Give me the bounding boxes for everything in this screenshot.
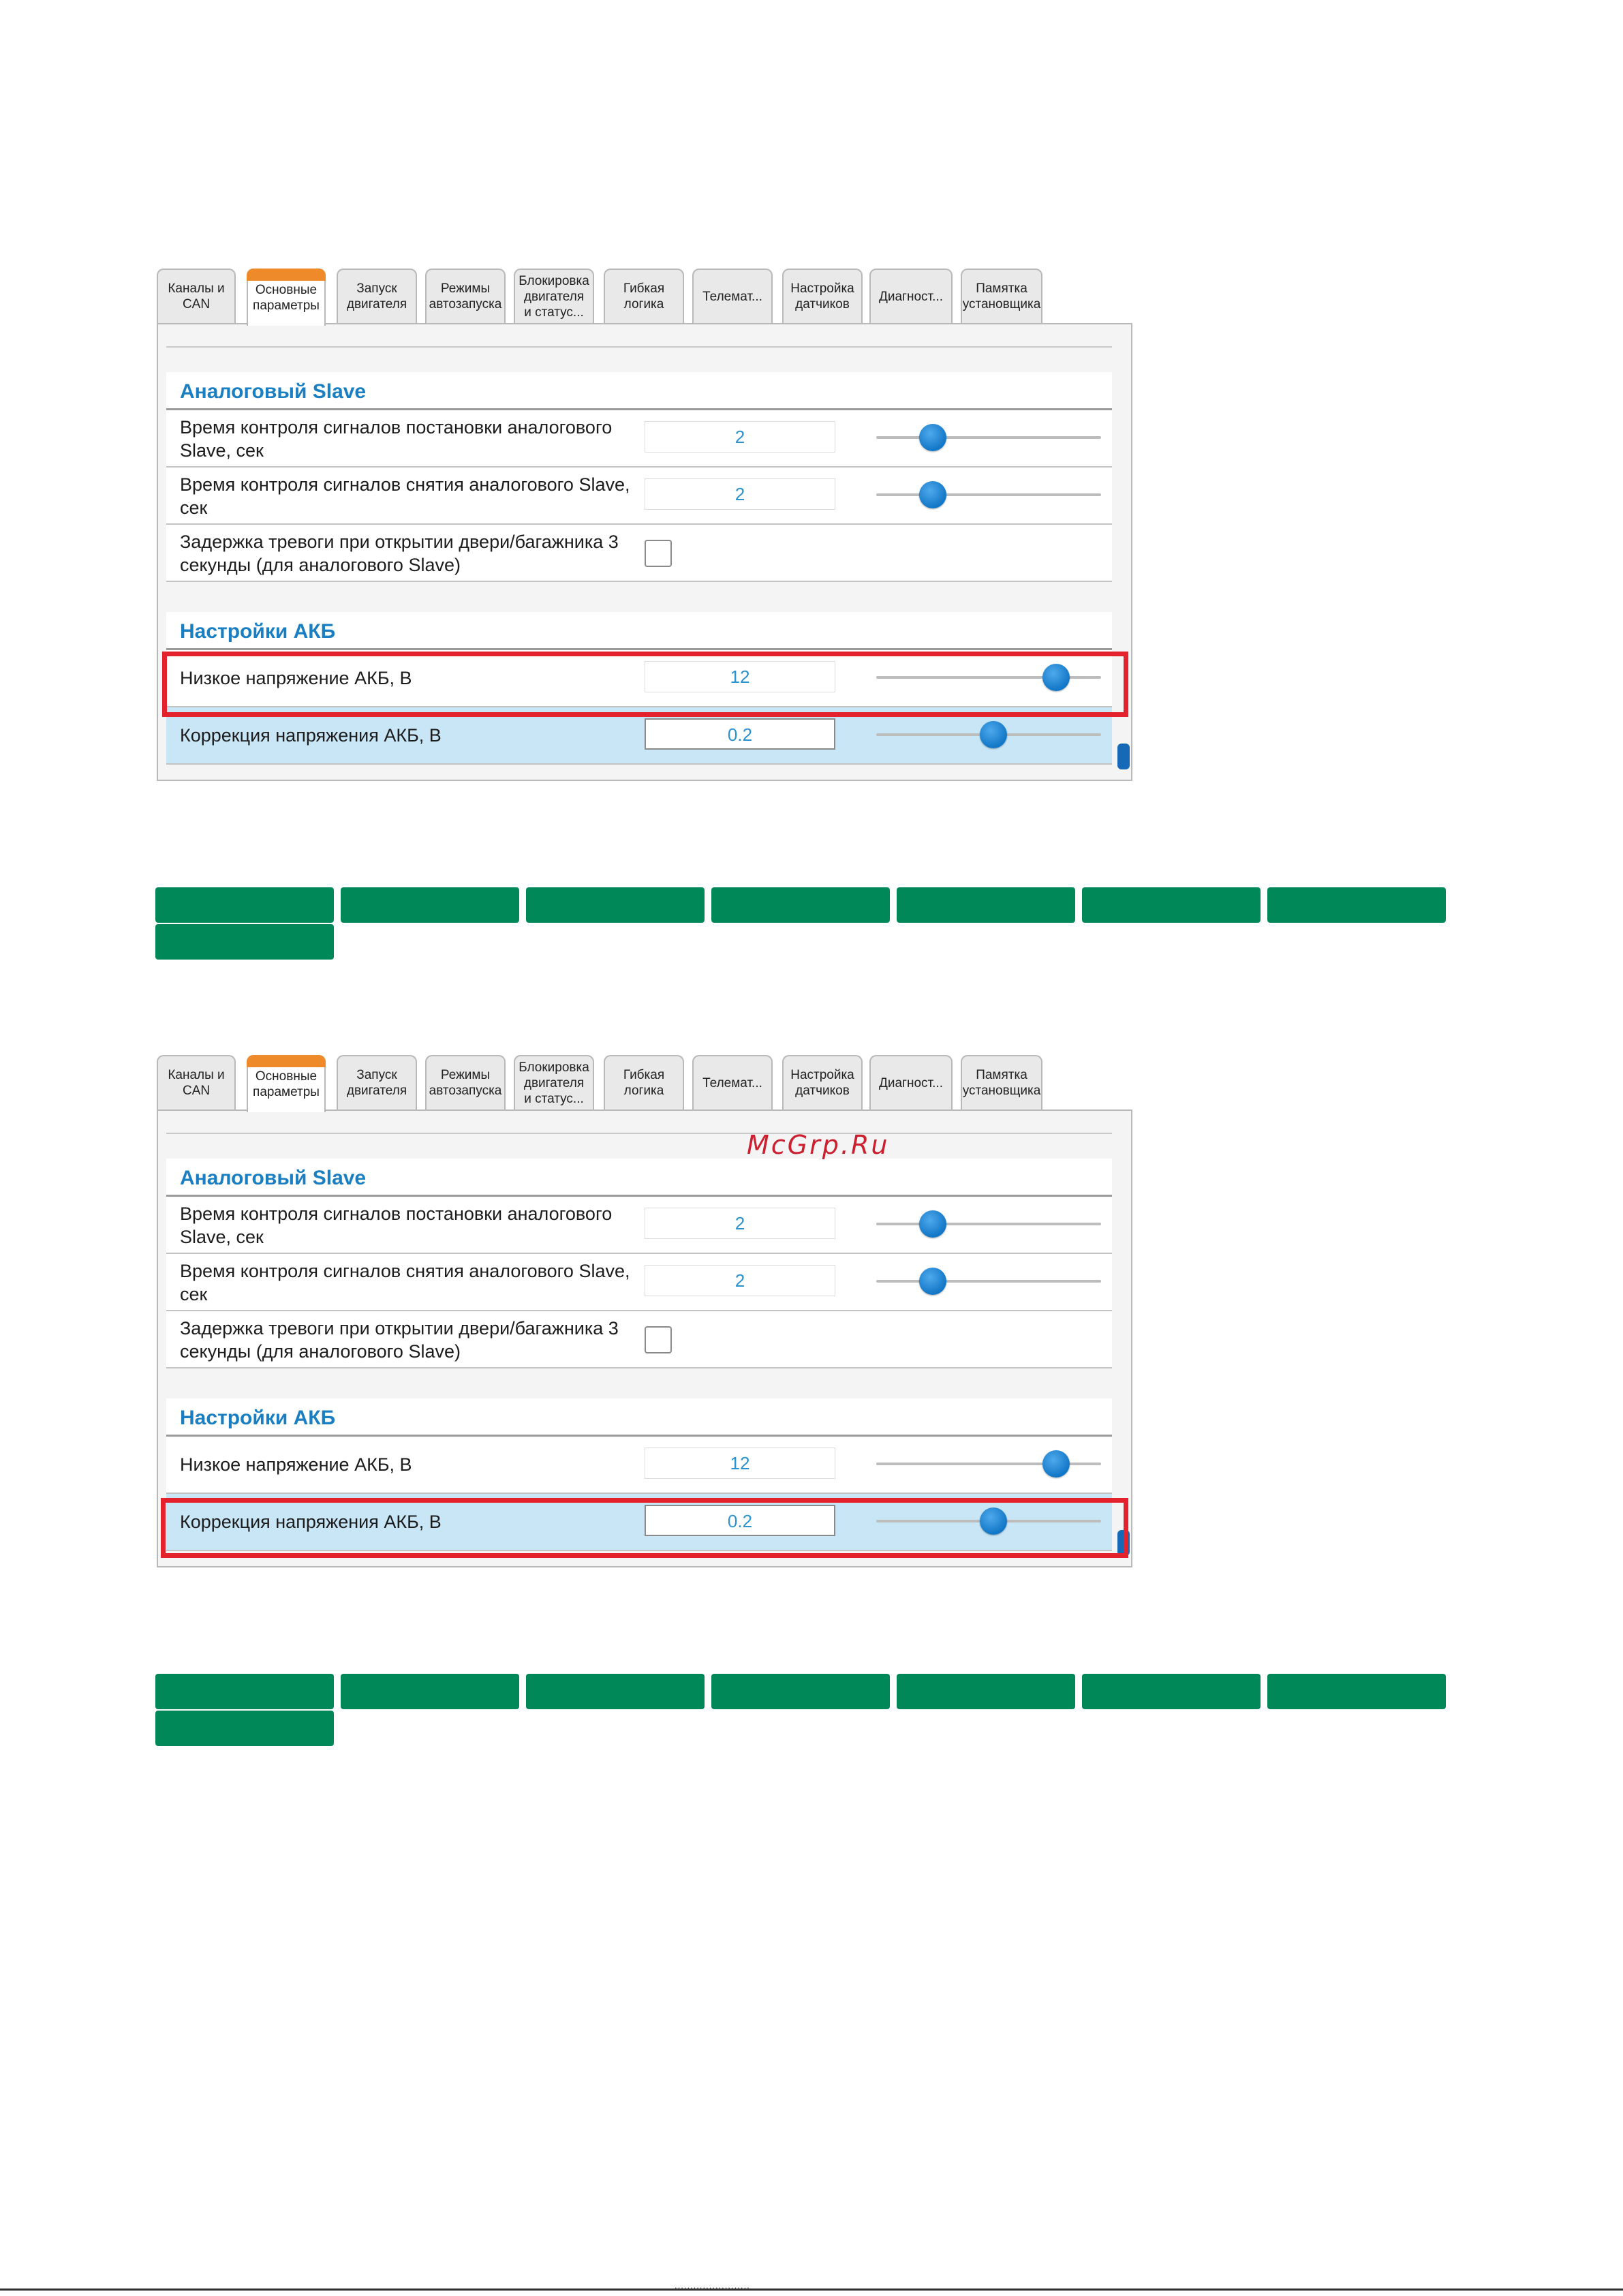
- section-title: Аналоговый Slave: [180, 1167, 367, 1189]
- row-label: Задержка тревоги при открытии двери/багажника 3 секунды (для аналогового Slave): [180, 1318, 619, 1362]
- tab-flex-logic[interactable]: Гибкая логика: [604, 1055, 684, 1109]
- tab-diagnostics[interactable]: Диагност...: [869, 1055, 953, 1109]
- green-bar: [897, 887, 1075, 923]
- row-label: Коррекция напряжения АКБ, В: [180, 725, 442, 746]
- green-bar: [1082, 1674, 1261, 1709]
- section-analog-slave: [166, 1159, 1112, 1197]
- voltage-correction-slider[interactable]: [876, 721, 1101, 748]
- row-label: Время контроля сигналов снятия аналогового Slave, сек: [180, 474, 630, 518]
- tab-installer-memo[interactable]: Памятка установщика: [961, 1055, 1042, 1109]
- slider-track: [876, 493, 1101, 496]
- tab-telematics[interactable]: Телемат...: [692, 1055, 773, 1109]
- voltage-correction-input[interactable]: 0.2: [645, 718, 835, 750]
- row-low-voltage: [166, 1437, 1112, 1494]
- slider-knob[interactable]: [1042, 1450, 1070, 1478]
- section-akb: [166, 612, 1112, 650]
- green-bar: [155, 887, 334, 923]
- low-voltage-input[interactable]: 12: [645, 1448, 835, 1479]
- arm-time-slider[interactable]: [876, 424, 1101, 451]
- green-bar: [526, 1674, 705, 1709]
- tab-telematics[interactable]: Телемат...: [692, 269, 773, 323]
- tab-diagnostics[interactable]: Диагност...: [869, 269, 953, 323]
- tab-bar: [157, 1055, 1132, 1111]
- tab-channels-can[interactable]: Каналы и CAN: [157, 1055, 236, 1109]
- tab-flex-logic[interactable]: Гибкая логика: [604, 269, 684, 323]
- arm-time-input[interactable]: 2: [645, 1208, 835, 1239]
- divider: [166, 346, 1112, 348]
- slider-track: [876, 1280, 1101, 1283]
- green-bar: [897, 1674, 1075, 1709]
- green-bar: [341, 1674, 519, 1709]
- tab-main-params[interactable]: Основные параметры: [247, 1055, 326, 1112]
- slider-track: [876, 1223, 1101, 1225]
- page-bottom-rule: [0, 2289, 1623, 2291]
- row-disarm-time: [166, 468, 1112, 525]
- tab-autostart-modes[interactable]: Режимы автозапуска: [425, 269, 506, 323]
- green-bar: [711, 887, 890, 923]
- green-bar: [155, 1711, 334, 1746]
- slider-knob[interactable]: [980, 721, 1007, 748]
- tab-sensor-settings[interactable]: Настройка датчиков: [782, 269, 863, 323]
- voltage-correction-input[interactable]: 0.2: [645, 1505, 835, 1536]
- row-label: Время контроля сигналов снятия аналогового Slave, сек: [180, 1261, 630, 1304]
- slider-knob[interactable]: [919, 1268, 946, 1295]
- green-bar: [526, 887, 705, 923]
- section-akb: [166, 1398, 1112, 1437]
- low-voltage-slider[interactable]: [876, 1450, 1101, 1478]
- row-label: Задержка тревоги при открытии двери/багажника 3 секунды (для аналогового Slave): [180, 532, 619, 575]
- slider-knob[interactable]: [919, 424, 946, 451]
- arm-time-input[interactable]: 2: [645, 421, 835, 453]
- green-bar: [1267, 1674, 1446, 1709]
- section-title: Аналоговый Slave: [180, 380, 367, 403]
- row-alarm-delay: [166, 525, 1112, 582]
- tab-autostart-modes[interactable]: Режимы автозапуска: [425, 1055, 506, 1109]
- slider-track: [876, 436, 1101, 439]
- green-bar: [155, 1674, 334, 1709]
- section-title: Настройки АКБ: [180, 620, 336, 643]
- row-label: Время контроля сигналов постановки аналогового Slave, сек: [180, 1204, 613, 1247]
- scrollbar-thumb[interactable]: [1117, 744, 1130, 769]
- tab-engine-lock[interactable]: Блокировка двигателя и статус...: [514, 1055, 594, 1109]
- tab-main-params[interactable]: Основные параметры: [247, 269, 326, 326]
- green-bar: [1267, 887, 1446, 923]
- divider: [166, 1133, 1112, 1134]
- disarm-time-slider[interactable]: [876, 1268, 1101, 1295]
- alarm-delay-checkbox[interactable]: [645, 540, 672, 567]
- section-title: Настройки АКБ: [180, 1407, 336, 1429]
- row-label: Низкое напряжение АКБ, В: [180, 1454, 412, 1475]
- section-analog-slave: [166, 372, 1112, 410]
- row-arm-time: [166, 410, 1112, 468]
- row-arm-time: [166, 1197, 1112, 1254]
- tab-bar: [157, 269, 1132, 324]
- tab-engine-start[interactable]: Запуск двигателя: [337, 269, 417, 323]
- green-bar: [341, 887, 519, 923]
- tab-sensor-settings[interactable]: Настройка датчиков: [782, 1055, 863, 1109]
- tab-channels-can[interactable]: Каналы и CAN: [157, 269, 236, 323]
- green-bar: [711, 1674, 890, 1709]
- highlight-frame: [161, 1498, 1128, 1558]
- footer-text: ........................: [675, 2280, 750, 2291]
- tab-engine-lock[interactable]: Блокировка двигателя и статус...: [514, 269, 594, 323]
- highlight-frame: [162, 652, 1128, 717]
- watermark: McGrp.Ru: [747, 1130, 890, 1160]
- row-label: Время контроля сигналов постановки аналогового Slave, сек: [180, 417, 613, 461]
- tab-engine-start[interactable]: Запуск двигателя: [337, 1055, 417, 1109]
- row-disarm-time: [166, 1254, 1112, 1311]
- settings-screenshot-2: [157, 1055, 1132, 1567]
- green-bar: [155, 924, 334, 960]
- disarm-time-input[interactable]: 2: [645, 1265, 835, 1296]
- alarm-delay-checkbox[interactable]: [645, 1326, 672, 1353]
- slider-knob[interactable]: [919, 1210, 946, 1238]
- slider-knob[interactable]: [919, 481, 946, 508]
- arm-time-slider[interactable]: [876, 1210, 1101, 1238]
- tab-installer-memo[interactable]: Памятка установщика: [961, 269, 1042, 323]
- green-bar: [1082, 887, 1261, 923]
- row-label: Коррекция напряжения АКБ, В: [180, 1512, 442, 1532]
- disarm-time-slider[interactable]: [876, 481, 1101, 508]
- settings-screenshot-1: [157, 269, 1132, 781]
- row-label: Низкое напряжение АКБ, В: [180, 668, 412, 688]
- disarm-time-input[interactable]: 2: [645, 478, 835, 510]
- row-alarm-delay: [166, 1311, 1112, 1368]
- low-voltage-input[interactable]: 12: [645, 661, 835, 692]
